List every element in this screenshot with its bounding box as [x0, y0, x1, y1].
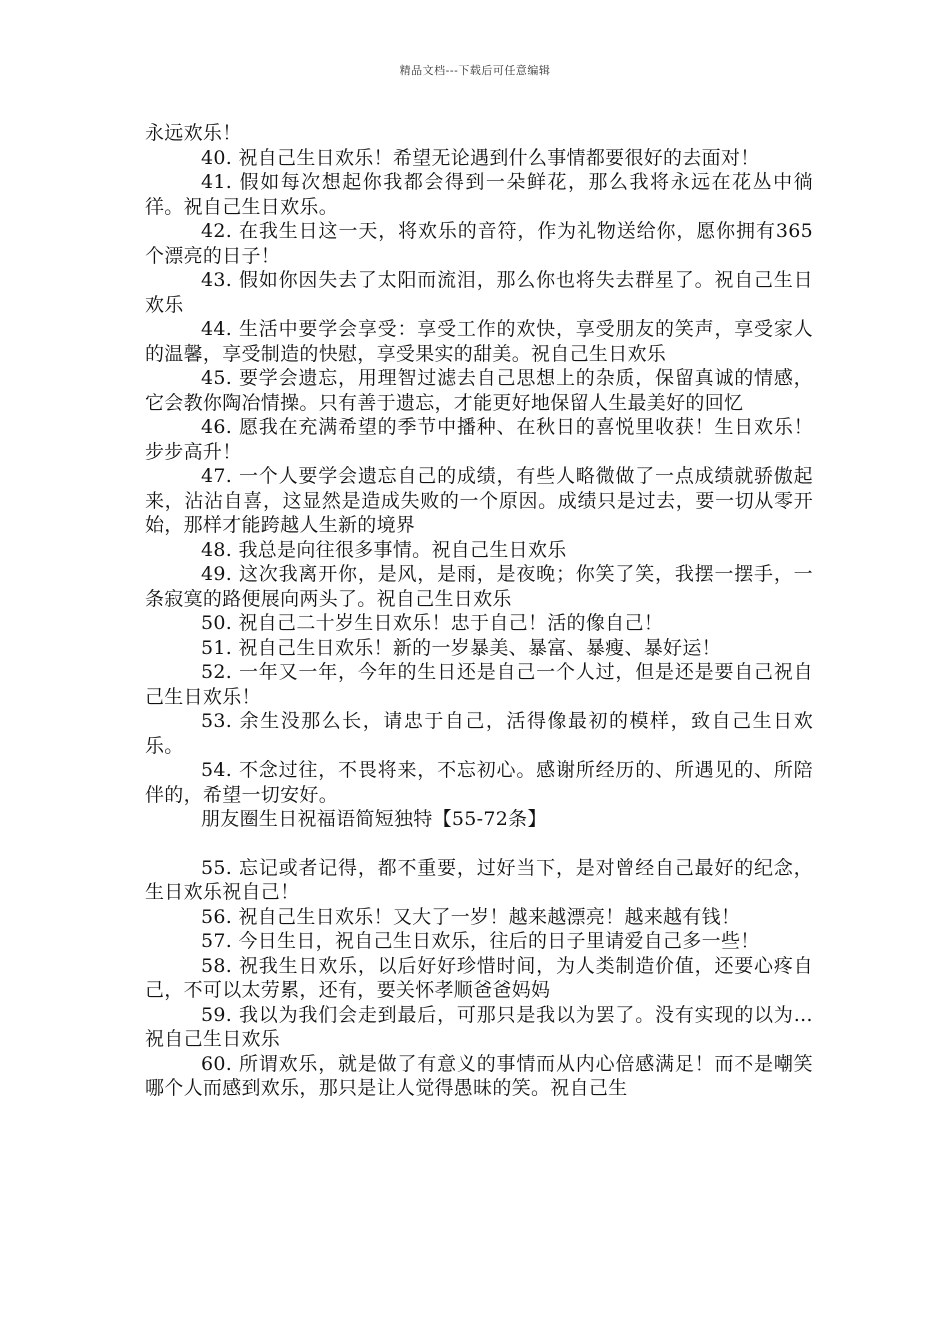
blank-line	[145, 832, 813, 856]
paragraph-item-48: 48. 我总是向往很多事情。祝自己生日欢乐	[201, 538, 567, 561]
paragraph-item-49: 49. 这次我离开你，是风，是雨，是夜晚；你笑了笑，我摆一摆手，一条寂寞的路便展向两头了。祝自己生日欢乐	[145, 563, 813, 610]
paragraph-item-56: 56. 祝自己生日欢乐！又大了一岁！越来越漂亮！越来越有钱！	[201, 905, 741, 928]
paragraph-item-44: 44. 生活中要学会享受：享受工作的欢快，享受朋友的笑声，享受家人的温馨，享受制造的快慰，享受果实的甜美。祝自己生日欢乐	[145, 318, 813, 365]
document-body	[145, 121, 813, 1101]
paragraph-item-42: 42. 在我生日这一天，将欢乐的音符，作为礼物送给你，愿你拥有365个漂亮的日子！	[145, 220, 813, 267]
paragraph-item-53: 53. 余生没那么长，请忠于自己，活得像最初的模样，致自己生日欢乐。	[145, 710, 813, 757]
paragraph-item-57: 57. 今日生日，祝自己生日欢乐，往后的日子里请爱自己多一些！	[201, 930, 760, 952]
paragraph-item-52: 52. 一年又一年，今年的生日还是自己一个人过，但是还是要自己祝自己生日欢乐！	[145, 661, 813, 708]
paragraph-item-51: 51. 祝自己生日欢乐！新的一岁暴美、暴富、暴瘦、暴好运！	[201, 636, 721, 659]
section-heading: 朋友圈生日祝福语简短独特【55-72条】	[201, 808, 547, 830]
paragraph-item-43: 43. 假如你因失去了太阳而流泪，那么你也将失去群星了。祝自己生日欢乐	[145, 269, 813, 316]
paragraph-item-41: 41. 假如每次想起你我都会得到一朵鲜花，那么我将永远在花丛中徜徉。祝自己生日欢乐。	[145, 171, 813, 218]
paragraph-item-54: 54. 不念过往，不畏将来，不忘初心。感谢所经历的、所遇见的、所陪伴的，希望一切安好。	[145, 759, 813, 806]
paragraph-item-59: 59. 我以为我们会走到最后，可那只是我以为罢了。没有实现的以为…祝自己生日欢乐	[145, 1003, 813, 1050]
paragraph-item-60: 60. 所谓欢乐，就是做了有意义的事情而从内心倍感满足！而不是嘲笑哪个人而感到欢乐，那只是让人觉得愚昧的笑。祝自己生	[145, 1052, 813, 1099]
paragraph-item-46: 46. 愿我在充满希望的季节中播种、在秋日的喜悦里收获！生日欢乐！步步高升！	[145, 416, 813, 463]
paragraph-item-58: 58. 祝我生日欢乐，以后好好珍惜时间，为人类制造价值，还要心疼自己，不可以太劳累，还有，要关怀孝顺爸爸妈妈	[145, 954, 813, 1001]
paragraph-item-40: 40. 祝自己生日欢乐！希望无论遇到什么事情都要很好的去面对！	[201, 146, 760, 169]
paragraph-item-45: 45. 要学会遗忘，用理智过滤去自己思想上的杂质，保留真诚的情感，它会教你陶冶情操。只有善于遗忘，才能更好地保留人生最美好的回忆	[145, 367, 813, 414]
paragraph-item-55: 55. 忘记或者记得，都不重要，过好当下，是对曾经自己最好的纪念，生日欢乐祝自己！	[145, 856, 813, 903]
paragraph-item-50: 50. 祝自己二十岁生日欢乐！忠于自己！活的像自己！	[201, 612, 664, 634]
page-header: 精品文档---下载后可任意编辑	[399, 64, 551, 77]
paragraph-continuation: 永远欢乐！	[145, 122, 242, 144]
paragraph-item-47: 47. 一个人要学会遗忘自己的成绩，有些人略微做了一点成绩就骄傲起来，沾沾自喜，这显然是造成失败的一个原因。成绩只是过去，要一切从零开始，那样才能跨越人生新的境界	[145, 465, 813, 536]
